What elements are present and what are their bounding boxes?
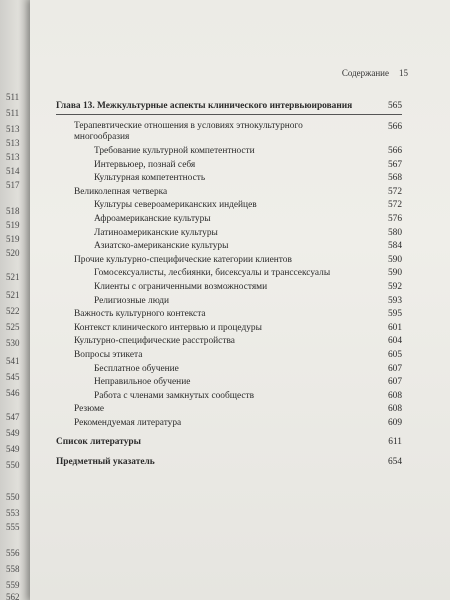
toc-entry-page: 566 <box>387 146 402 156</box>
toc-entry-page: 605 <box>387 349 402 360</box>
previous-page-edge <box>0 0 30 600</box>
toc-entry <box>56 281 402 295</box>
toc-entry <box>56 186 402 200</box>
toc-entry <box>56 240 402 254</box>
toc-entry-page: 580 <box>387 227 402 238</box>
toc-entry <box>56 335 402 349</box>
left-page-number: 559 <box>6 580 20 590</box>
toc-entry-page: 595 <box>387 309 402 320</box>
running-head-title: Содержание <box>341 68 389 78</box>
left-page-number: 521 <box>6 290 20 300</box>
left-page-number: 558 <box>6 564 20 574</box>
toc-entry-title: Гомосексуалисты, лесбиянки, бисексуалы и транссексуалы <box>94 268 331 279</box>
left-page-number: 519 <box>6 234 20 244</box>
toc-entry-title: Культурная компетентность <box>94 173 206 184</box>
toc-entry <box>56 417 402 431</box>
running-head-page-number: 15 <box>399 68 408 78</box>
toc-entry-title: Интервьюер, познай себя <box>94 159 196 170</box>
left-page-number: 518 <box>6 206 20 216</box>
toc-entry <box>56 322 402 336</box>
left-page-number: 549 <box>6 428 20 438</box>
toc-entry-page: 565 <box>387 101 402 111</box>
toc-entry-title: Бесплатное обучение <box>94 363 179 374</box>
left-page-number: 511 <box>6 92 20 102</box>
toc-entry-title: Афроамериканские культуры <box>94 213 211 224</box>
toc-entry-title: Религиозные люди <box>94 295 170 306</box>
toc-entry-page: 590 <box>387 254 402 265</box>
toc-entry-page: 608 <box>387 404 402 415</box>
toc-entry <box>56 376 402 390</box>
toc-entry <box>56 308 402 322</box>
toc-entry-title: Вопросы этикета <box>74 349 143 360</box>
left-page-number: 541 <box>6 356 20 366</box>
toc-entry-title: Список литературы <box>56 437 141 448</box>
left-page-number: 545 <box>6 372 20 382</box>
left-page-number: 562 <box>6 592 20 600</box>
left-page-number: 511 <box>6 108 20 118</box>
toc-entry <box>56 227 402 241</box>
toc-entry-page: 568 <box>387 173 402 184</box>
left-page-number: 553 <box>6 508 20 518</box>
left-page-number: 520 <box>6 248 20 258</box>
previous-page-numbers <box>6 0 30 600</box>
toc-entry <box>56 267 402 281</box>
toc-entry-title: Латиноамериканские культуры <box>94 227 218 238</box>
toc-entry-title: Предметный указатель <box>56 457 155 468</box>
left-page-number: 514 <box>6 166 20 176</box>
toc-entry <box>56 172 402 186</box>
toc-entry-title: Клиенты с ограниченными возможностями <box>94 281 268 292</box>
toc-entry <box>56 254 402 268</box>
toc-entry-page: 566 <box>387 122 402 132</box>
toc-entry-page: 607 <box>387 363 402 374</box>
toc-entry-title: Рекомендуемая литература <box>74 417 182 428</box>
left-page-number: 547 <box>6 412 20 422</box>
toc-entry-page: 607 <box>387 377 402 388</box>
toc-entry-title: Великолепная четверка <box>74 186 168 197</box>
left-page-number: 550 <box>6 460 20 470</box>
toc-entry-page: 567 <box>387 159 402 170</box>
left-page-number: 513 <box>6 138 20 148</box>
toc-entry-page: 654 <box>387 457 402 468</box>
table-of-contents <box>56 100 402 470</box>
book-page <box>30 0 450 600</box>
toc-entry <box>56 403 402 417</box>
toc-entry <box>56 390 402 404</box>
left-page-number: 525 <box>6 322 20 332</box>
toc-entry <box>56 363 402 377</box>
left-page-number: 549 <box>6 444 20 454</box>
left-page-number: 546 <box>6 388 20 398</box>
toc-entry-title: Работа с членами замкнутых сообществ <box>94 390 255 401</box>
toc-entry-page: 609 <box>387 417 402 428</box>
left-page-number: 513 <box>6 152 20 162</box>
running-head <box>342 68 408 78</box>
left-page-number: 513 <box>6 124 20 134</box>
toc-entry-page: 592 <box>387 281 402 292</box>
toc-entry-title: Резюме <box>74 404 105 415</box>
toc-entry-title: Культурно-специфические расстройства <box>74 336 235 347</box>
toc-entry-title: Важность культурного контекста <box>74 309 206 320</box>
left-page-number: 522 <box>6 306 20 316</box>
toc-entry-title: Прочие культурно-специфические категории клиентов <box>74 254 292 265</box>
toc-entry-title: Глава 13. Межкультурные аспекты клинического интервьюирования <box>56 101 353 111</box>
toc-entry <box>56 121 402 145</box>
toc-entry <box>56 159 402 173</box>
toc-entry-page: 611 <box>388 437 402 448</box>
toc-section-heading <box>56 436 402 450</box>
toc-entry-title: Неправильное обучение <box>94 377 191 388</box>
toc-entry-page: 576 <box>387 213 402 224</box>
toc-entry-page: 608 <box>387 390 402 401</box>
left-page-number: 521 <box>6 272 20 282</box>
left-page-number: 530 <box>6 338 20 348</box>
toc-entry-page: 584 <box>387 241 402 252</box>
toc-entry <box>56 213 402 227</box>
left-page-number: 517 <box>6 180 20 190</box>
toc-entry-title: Требование культурной компетентности <box>94 146 255 156</box>
toc-entry <box>56 349 402 363</box>
toc-entry-title: Терапевтические отношения в условиях этнокультурного многообразия <box>74 121 303 142</box>
toc-entry-title: Контекст клинического интервью и процедуры <box>74 322 262 333</box>
toc-section-heading <box>56 456 402 470</box>
toc-entry <box>56 145 402 159</box>
toc-entry-page: 593 <box>387 295 402 306</box>
toc-entry-page: 590 <box>387 268 402 279</box>
left-page-number: 550 <box>6 492 20 502</box>
toc-entry <box>56 295 402 309</box>
toc-chapter-heading <box>56 100 402 115</box>
toc-entry-page: 572 <box>387 186 402 197</box>
toc-entry-page: 601 <box>387 322 402 333</box>
left-page-number: 555 <box>6 522 20 532</box>
toc-entry-page: 604 <box>387 336 402 347</box>
left-page-number: 556 <box>6 548 20 558</box>
toc-entry-title: Азиатско-американские культуры <box>94 241 229 252</box>
toc-entry-title: Культуры североамериканских индейцев <box>94 200 257 211</box>
toc-entry-page: 572 <box>387 200 402 211</box>
toc-entry <box>56 199 402 213</box>
left-page-number: 519 <box>6 220 20 230</box>
